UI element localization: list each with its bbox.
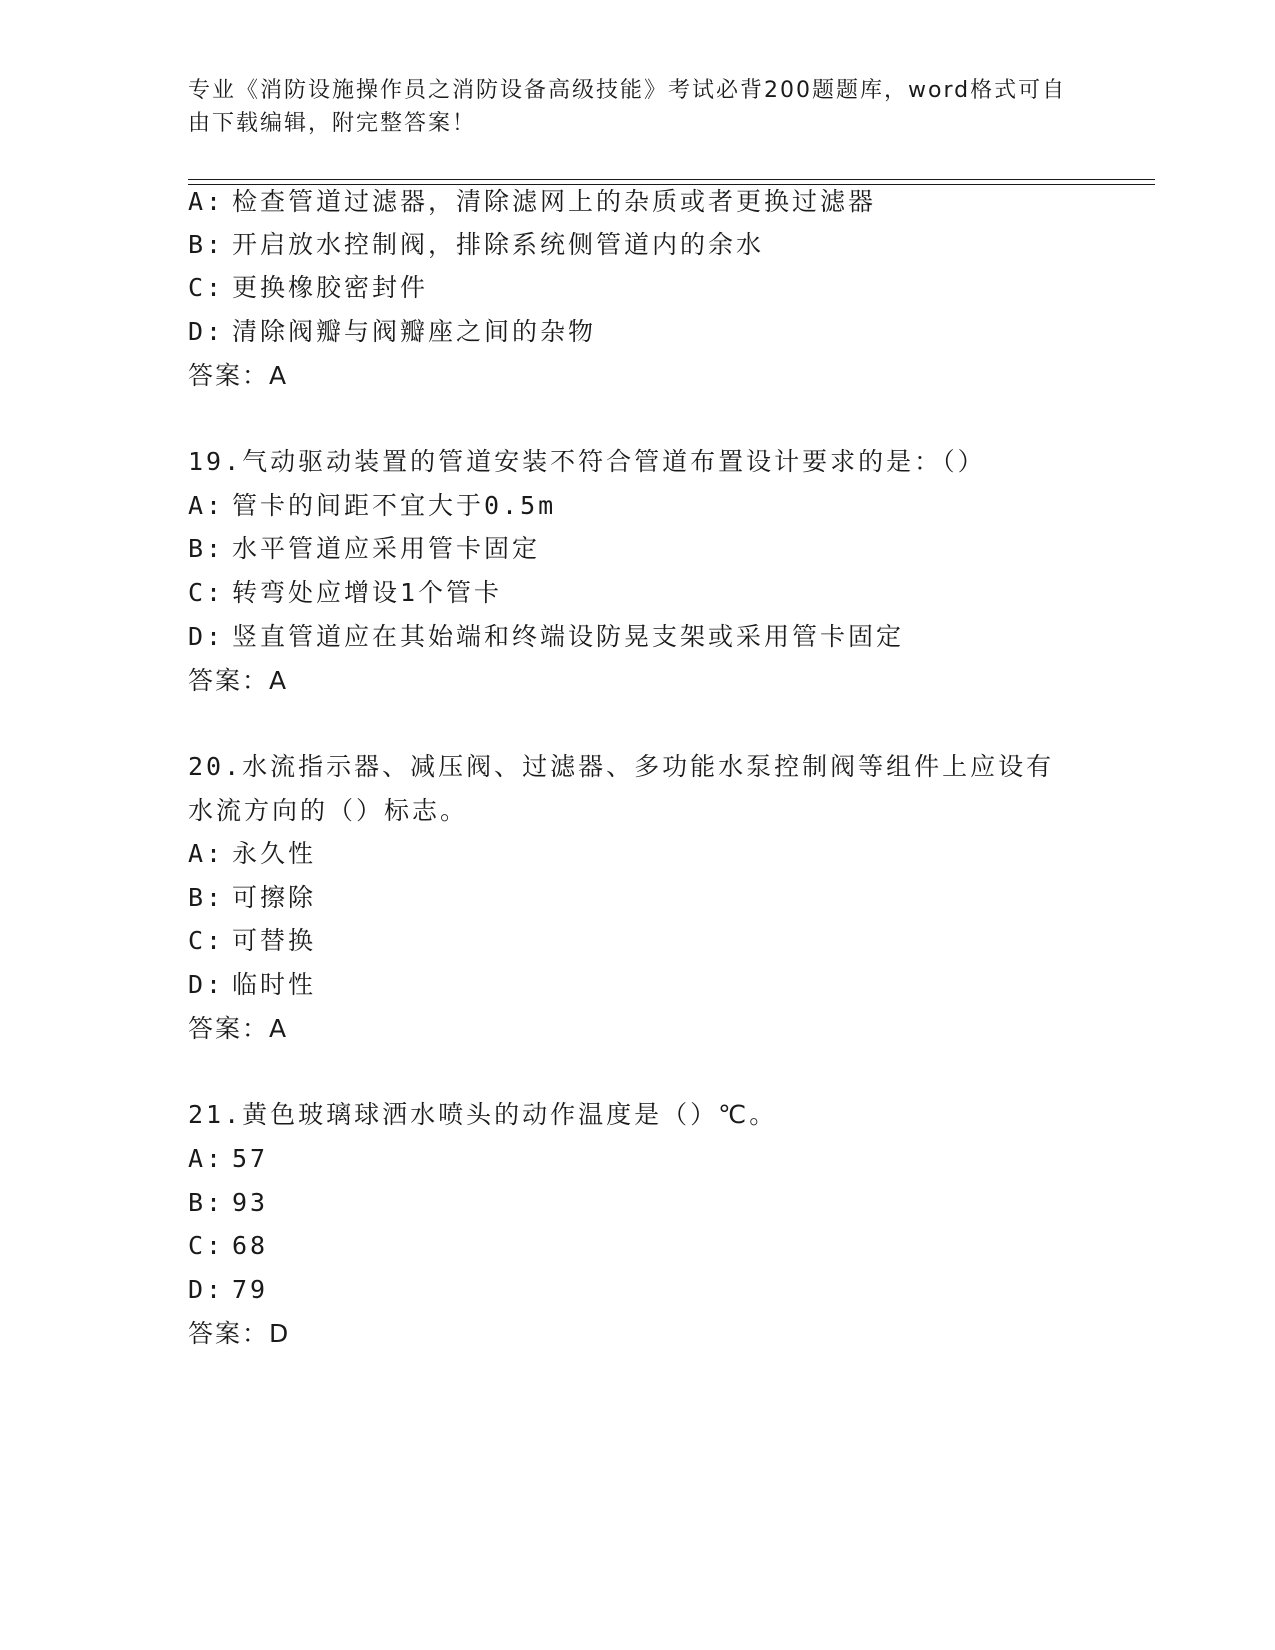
option-text: 清除阀瓣与阀瓣座之间的杂物 <box>232 317 597 346</box>
q20-option-a <box>188 838 316 870</box>
q21-answer: 答案：D <box>188 1319 291 1348</box>
option-text: 可替换 <box>232 926 317 955</box>
option-letter: B: <box>188 883 225 912</box>
header-divider-top <box>188 179 1155 180</box>
header-divider-bottom <box>188 184 1155 185</box>
q18-answer: 答案：A <box>188 361 289 390</box>
option-text: 临时性 <box>232 970 317 999</box>
option-text: 转弯处应增设1个管卡 <box>232 578 503 607</box>
option-letter: D: <box>188 622 225 651</box>
option-letter: D: <box>188 1275 225 1304</box>
q20-option-c <box>188 925 316 957</box>
q20-answer: 答案：A <box>188 1014 289 1043</box>
q21-option-c <box>188 1230 268 1262</box>
option-text: 水平管道应采用管卡固定 <box>232 534 541 563</box>
option-letter: B: <box>188 534 225 563</box>
option-letter: D: <box>188 317 225 346</box>
q19-option-d <box>188 621 904 653</box>
option-text: 79 <box>232 1275 269 1304</box>
option-letter: C: <box>188 273 225 302</box>
option-letter: B: <box>188 230 225 259</box>
option-text: 可擦除 <box>232 883 317 912</box>
option-text: 管卡的间距不宜大于0.5m <box>232 491 557 520</box>
q20-option-d <box>188 969 316 1001</box>
q18-option-a <box>188 186 876 218</box>
option-text: 检查管道过滤器，清除滤网上的杂质或者更换过滤器 <box>232 187 877 216</box>
option-text: 68 <box>232 1231 269 1260</box>
q18-option-c <box>188 272 428 304</box>
option-letter: A: <box>188 491 225 520</box>
q21-question: 21.黄色玻璃球洒水喷头的动作温度是（）℃。 <box>188 1100 778 1129</box>
q18-option-d <box>188 316 596 348</box>
q19-option-a <box>188 490 556 522</box>
option-text: 竖直管道应在其始端和终端设防晃支架或采用管卡固定 <box>232 622 905 651</box>
q20-option-b <box>188 882 316 914</box>
q21-option-a <box>188 1143 268 1175</box>
option-text: 开启放水控制阀，排除系统侧管道内的余水 <box>232 230 765 259</box>
option-text: 57 <box>232 1144 269 1173</box>
option-letter: D: <box>188 970 225 999</box>
option-text: 更换橡胶密封件 <box>232 273 429 302</box>
q19-option-c <box>188 577 502 609</box>
q20-question-line1: 20.水流指示器、减压阀、过滤器、多功能水泵控制阀等组件上应设有 <box>188 752 1055 781</box>
q19-question: 19.气动驱动装置的管道安装不符合管道布置设计要求的是：（） <box>188 447 986 476</box>
option-letter: C: <box>188 578 225 607</box>
option-letter: A: <box>188 839 225 868</box>
q21-option-d <box>188 1274 268 1306</box>
option-text: 永久性 <box>232 839 317 868</box>
q19-option-b <box>188 533 540 565</box>
q19-answer: 答案：A <box>188 666 289 695</box>
option-letter: A: <box>188 187 225 216</box>
q21-option-b <box>188 1187 268 1219</box>
q20-question-line2: 水流方向的（）标志。 <box>188 796 469 825</box>
option-letter: A: <box>188 1144 225 1173</box>
option-letter: C: <box>188 926 225 955</box>
option-letter: B: <box>188 1188 225 1217</box>
q18-option-b <box>188 229 764 261</box>
document-intro: 专业《消防设施操作员之消防设备高级技能》考试必背200题题库，word格式可自由下载编辑，附完整答案！ <box>188 78 1067 136</box>
option-letter: C: <box>188 1231 225 1260</box>
option-text: 93 <box>232 1188 269 1217</box>
